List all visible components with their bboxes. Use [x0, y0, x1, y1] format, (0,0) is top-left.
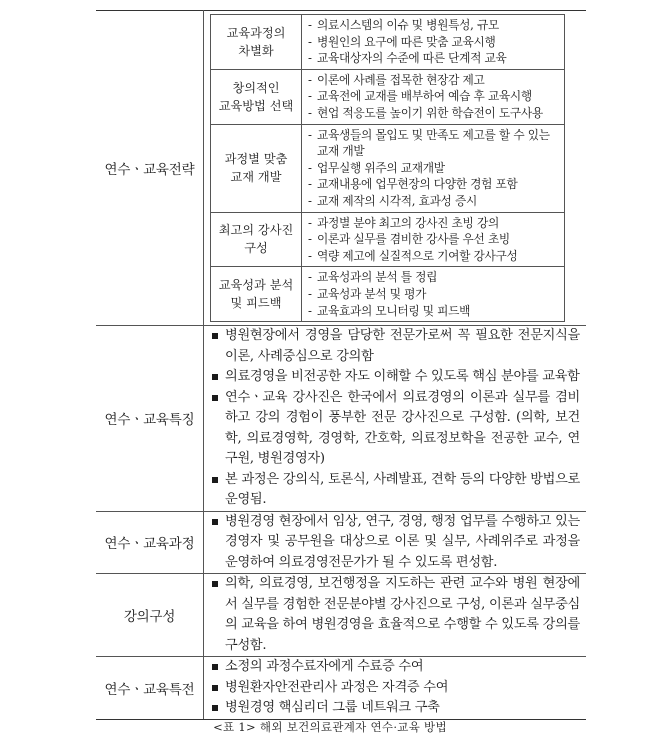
strategy-item-list — [308, 127, 560, 210]
strategy-subrow-label — [211, 69, 302, 124]
strategy-subrow-label-line: 교육성과 분석 — [218, 278, 294, 293]
strategy-subrow-items — [302, 15, 565, 70]
strategy-subrow-label-line: 및 피드백 — [230, 296, 282, 311]
strategy-subrow-label — [211, 15, 302, 70]
strategy-item: - 교육전에 교재를 배부하여 예습 후 교육시행 — [308, 88, 560, 105]
strategy-subrow-label — [211, 124, 302, 212]
benefits-list — [204, 657, 586, 719]
strategy-subrow — [211, 212, 565, 267]
list-item: 소정의 과정수료자에게 수료증 수여 — [212, 657, 580, 678]
strategy-subrow-items — [302, 124, 565, 212]
strategy-item: - 교육성과 분석 및 평가 — [308, 286, 560, 303]
strategy-subrow-label-line: 구성 — [244, 241, 268, 256]
strategy-subrow-items — [302, 267, 565, 322]
strategy-item: - 현업 적응도를 높이기 위한 학습전이 도구사용 — [308, 105, 560, 122]
strategy-item: - 역량 제고에 실질적으로 기여할 강사구성 — [308, 248, 560, 265]
label-strategy: 연수ㆍ교육전략 — [96, 11, 204, 326]
strategy-item-list — [308, 17, 560, 67]
strategy-subrow — [211, 15, 565, 70]
label-benefits: 연수ㆍ교육특전 — [96, 657, 204, 720]
course-list — [204, 512, 586, 574]
strategy-item: - 교육효과의 모니터링 및 피드백 — [308, 303, 560, 320]
training-methods-table — [96, 10, 586, 720]
strategy-subrow-label-line: 교재 개발 — [230, 170, 282, 185]
list-item: 의료경영을 비전공한 자도 이해할 수 있도록 핵심 분야를 교육함 — [212, 367, 580, 388]
row-course — [96, 511, 586, 574]
strategy-subrow-label-line: 최고의 강사진 — [218, 223, 294, 238]
strategy-item: - 병원인의 요구에 따른 맞춤 교육시행 — [308, 34, 560, 51]
strategy-item: - 교육생들의 몰입도 및 만족도 제고를 할 수 있는 교재 개발 — [308, 127, 560, 160]
strategy-subrow-label — [211, 212, 302, 267]
strategy-subrow-label-line: 차별화 — [238, 43, 274, 58]
strategy-item: - 과정별 분야 최고의 강사진 초빙 강의 — [308, 215, 560, 232]
strategy-subrow-items — [302, 69, 565, 124]
strategy-item: - 교육성과의 분석 틀 정립 — [308, 269, 560, 286]
row-benefits — [96, 657, 586, 720]
benefits-content — [204, 657, 587, 720]
strategy-subrow-label-line: 창의적인 — [232, 80, 280, 95]
strategy-subrow — [211, 267, 565, 322]
strategy-content — [204, 11, 587, 326]
row-strategy — [96, 11, 586, 326]
strategy-item-list — [308, 215, 560, 265]
lecture-list — [204, 574, 586, 656]
list-item: 병원경영 현장에서 임상, 연구, 경영, 행정 업무를 수행하고 있는 경영자 및 공무원을 대상으로 이론 및 실무, 사례위주로 과정을 운영하여 의료경영전문가가 될 수 있도록 편성함. — [212, 512, 580, 574]
training-methods-table-wrapper — [96, 10, 586, 720]
row-features — [96, 326, 586, 512]
row-lecture — [96, 574, 586, 657]
strategy-item: - 교재내용에 업무현장의 다양한 경험 포함 — [308, 176, 560, 193]
strategy-item: - 교육대상자의 수준에 따른 단계적 교육 — [308, 50, 560, 67]
strategy-item: - 교재 제작의 시각적, 효과성 증시 — [308, 193, 560, 210]
table-caption: <표 1> 해외 보건의료관계자 연수·교육 방법 — [213, 720, 447, 734]
strategy-item: - 이론과 실무를 겸비한 강사를 우선 초빙 — [308, 231, 560, 248]
strategy-subrow — [211, 69, 565, 124]
list-item: 의학, 의료경영, 보건행정을 지도하는 관련 교수와 병원 현장에서 실무를 경험한 전문분야별 강사진으로 구성, 이론과 실무중심의 교육을 하여 병원경영을 효율적으로 수행할 수 있도록 강의를 구성함. — [212, 574, 580, 656]
label-features: 연수ㆍ교육특징 — [96, 326, 204, 512]
label-lecture: 강의구성 — [96, 574, 204, 657]
label-course: 연수ㆍ교육과정 — [96, 511, 204, 574]
lecture-content — [204, 574, 587, 657]
strategy-item: - 업무실행 위주의 교재개발 — [308, 160, 560, 177]
strategy-subrow-label — [211, 267, 302, 322]
strategy-item-list — [308, 269, 560, 319]
course-content — [204, 511, 587, 574]
strategy-subrow — [211, 124, 565, 212]
strategy-subrow-items — [302, 212, 565, 267]
list-item: 병원환자안전관리사 과정은 자격증 수여 — [212, 678, 580, 699]
features-list — [204, 326, 586, 511]
strategy-subrow-label-line: 교육방법 선택 — [218, 98, 294, 113]
strategy-subtable — [210, 14, 565, 322]
strategy-subrow-label-line: 교육과정의 — [226, 25, 286, 40]
strategy-item: - 의료시스템의 이슈 및 병원특성, 규모 — [308, 17, 560, 34]
list-item: 병원경영 핵심리더 그룹 네트워크 구축 — [212, 698, 580, 719]
strategy-item-list — [308, 72, 560, 122]
features-content — [204, 326, 587, 512]
strategy-subrow-label-line: 과정별 맞춤 — [224, 152, 288, 167]
list-item: 병원현장에서 경영을 담당한 전문가로써 꼭 필요한 전문지식을 이론, 사례중심으로 강의함 — [212, 326, 580, 367]
list-item: 본 과정은 강의식, 토론식, 사례발표, 견학 등의 다양한 방법으로 운영됨. — [212, 470, 580, 511]
list-item: 연수ㆍ교육 강사진은 한국에서 의료경영의 이론과 실무를 겸비하고 강의 경험이 풍부한 전문 강사진으로 구성함. (의학, 보건학, 의료경영학, 경영학, 간호학, 의료정보학을 전공한 교수, 연구원, 병원경영자) — [212, 388, 580, 470]
strategy-item: - 이론에 사례를 접목한 현장감 제고 — [308, 72, 560, 89]
